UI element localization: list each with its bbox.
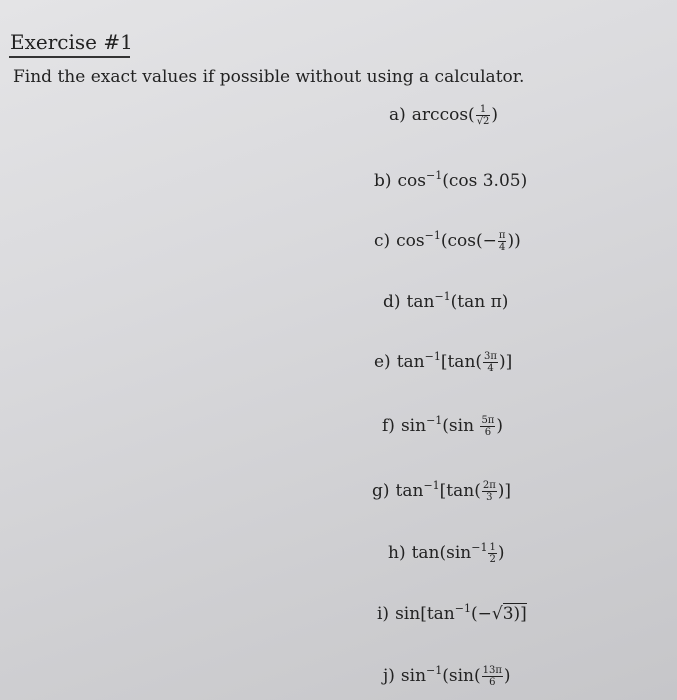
problem-label: c) <box>374 231 391 251</box>
fraction: $\frac{\pi}{4}$ <box>498 230 506 253</box>
problem-label: i) <box>377 604 390 624</box>
exercise-header <box>10 30 133 54</box>
fraction: $\frac{3\pi}{4}$ <box>484 351 497 374</box>
problem-expression: tan <box>406 292 435 312</box>
problem-expression: arccos( <box>411 105 475 125</box>
problem-h: h) $\tan(\sin^{-1}$ $\frac{1}{2}$ ) <box>388 541 505 565</box>
problem-a: a) arccos( $\frac{1}{√2}$ ) <box>389 104 499 127</box>
problem-expression: cos <box>396 231 425 251</box>
problem-expression: sin <box>400 666 427 686</box>
problem-expression: sin <box>400 416 427 436</box>
problem-g: g) $\tan^{-1}[\tan$( $\frac{2\pi}{3}$ )] <box>372 479 512 503</box>
problem-label: f) <box>382 416 395 436</box>
problem-label: e) <box>374 352 391 372</box>
fraction: $\frac{2\pi}{3}$ <box>482 480 496 503</box>
problem-label: d) <box>383 292 401 312</box>
problem-expression: tan(sin <box>411 543 472 563</box>
problem-label: g) <box>372 481 390 501</box>
problem-label: b) <box>374 171 392 191</box>
exercise-title: Exercise #1 <box>10 30 133 54</box>
problem-expression: cos <box>397 171 426 191</box>
problem-expression: tan <box>395 481 424 501</box>
problem-c: c) $\cos^{-1}(\cos(-$ $\frac{\pi}{4}$ )) <box>374 229 521 253</box>
title-underline <box>9 56 130 58</box>
problem-b: b) $\cos^{-1}(\cos$ 3.05) <box>374 169 528 191</box>
problem-e: e) $\tan^{-1}[\tan$( $\frac{3\pi}{4}$ )] <box>374 350 513 374</box>
problem-expression: sin[tan <box>395 604 455 624</box>
fraction: $\frac{1}{√2}$ <box>476 104 490 127</box>
fraction: $\frac{13\pi}{6}$ <box>482 665 502 688</box>
problem-j: j) $\sin^{-1}(\sin$( $\frac{13\pi}{6}$ ) <box>383 664 511 688</box>
problem-label: a) <box>389 105 406 125</box>
problem-i: i) $\sin[\tan^{-1}(-√3)]$ <box>377 602 527 624</box>
fraction: $\frac{5\pi}{6}$ <box>481 415 495 438</box>
problem-d: d) $\tan^{-1}(\tan$ π) <box>383 290 509 312</box>
problem-label: j) <box>383 666 395 686</box>
fraction: $\frac{1}{2}$ <box>489 542 496 565</box>
problem-expression: tan <box>396 352 425 372</box>
instructions-text: Find the exact values if possible without using a calculator. <box>13 67 525 87</box>
problem-label: h) <box>388 543 406 563</box>
problem-f: f) $\sin^{-1}(\sin$ $\frac{5\pi}{6}$ ) <box>382 414 504 438</box>
